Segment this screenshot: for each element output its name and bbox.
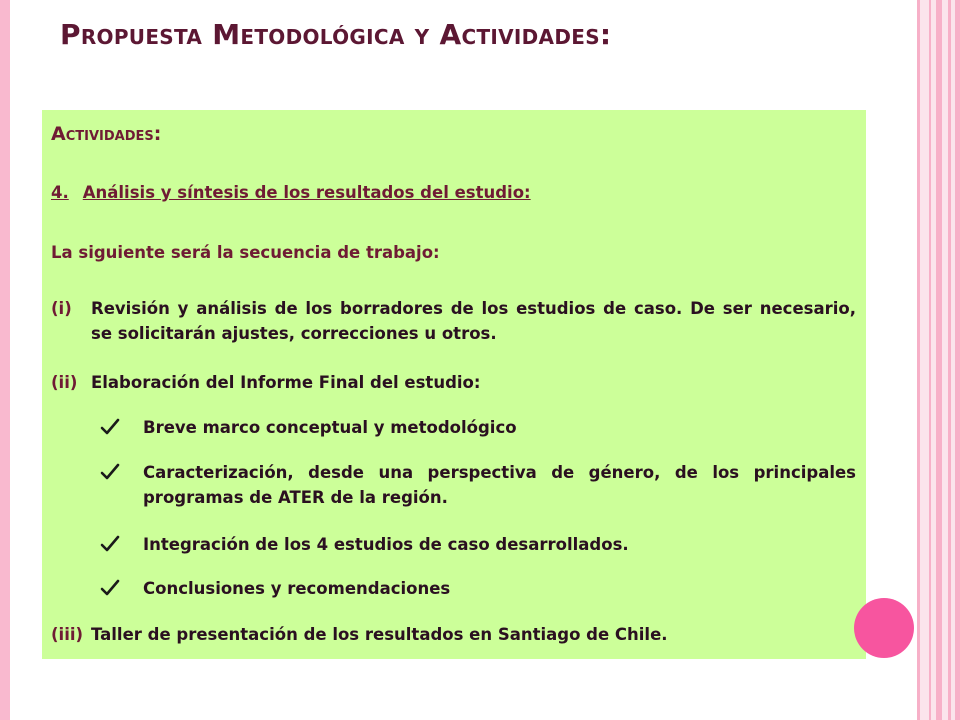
- bullet-text: Caracterización, desde una perspectiva de género, de los principales programas de ATER de la región.: [143, 463, 856, 507]
- subheading-text: Análisis y síntesis de los resultados del estudio:: [82, 183, 531, 202]
- right-stripe: [948, 0, 951, 720]
- checkmark-icon: [100, 532, 143, 557]
- bullet-item: [100, 532, 856, 557]
- section-subheading: [51, 180, 531, 205]
- list-item: [51, 296, 856, 346]
- bullet-text: Breve marco conceptual y metodológico: [143, 418, 517, 437]
- right-stripe: [936, 0, 942, 720]
- item-number: (iii): [51, 625, 84, 644]
- intro-text: La siguiente será la secuencia de trabajo:: [51, 243, 440, 262]
- activities-panel: [42, 110, 866, 659]
- right-stripe: [929, 0, 931, 720]
- left-frame-bar: [0, 0, 10, 720]
- item-text: Revisión y análisis de los borradores de los estudios de caso. De ser necesario, se solicitarán ajustes, correcciones u otros.: [91, 299, 856, 343]
- bullet-item: [100, 460, 856, 510]
- checkmark-icon: [100, 576, 143, 601]
- subheading-number: 4.: [51, 183, 69, 202]
- item-number: (i): [51, 299, 72, 318]
- right-stripe: [917, 0, 920, 720]
- item-text: Elaboración del Informe Final del estudio:: [91, 373, 481, 392]
- bullet-text: Integración de los 4 estudios de caso desarrollados.: [143, 535, 629, 554]
- right-stripe: [955, 0, 960, 720]
- checkmark-icon: [100, 415, 143, 440]
- bullet-item: [100, 415, 856, 440]
- list-item: [51, 622, 856, 647]
- item-number: (ii): [51, 373, 78, 392]
- list-item: [51, 370, 856, 395]
- slide-title: Propuesta Metodológica y Actividades:: [60, 18, 612, 51]
- checkmark-icon: [100, 460, 143, 510]
- bullet-item: [100, 576, 856, 601]
- item-text: Taller de presentación de los resultados en Santiago de Chile.: [91, 625, 668, 644]
- panel-heading: Actividades:: [51, 123, 162, 145]
- bullet-text: Conclusiones y recomendaciones: [143, 579, 451, 598]
- decorative-circle: [854, 598, 914, 658]
